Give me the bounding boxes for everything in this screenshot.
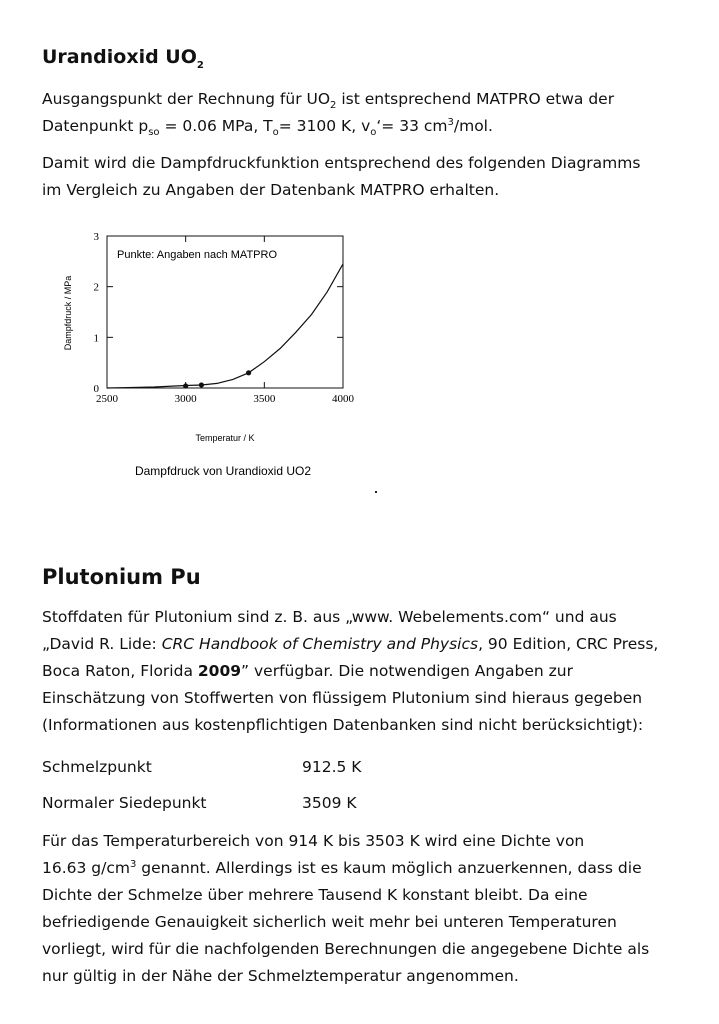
paragraph-line: Stoffdaten für Plutonium sind z. B. aus „www. Webelements.com“ und aus bbox=[42, 608, 617, 626]
y-tick-label: 3 bbox=[93, 231, 99, 243]
paragraph-diagram-intro bbox=[42, 150, 640, 204]
section-title-uranium-dioxide: Urandioxid $UO_2$ bbox=[42, 46, 204, 71]
paragraph-starting-point bbox=[42, 86, 614, 140]
property-label: Schmelzpunkt bbox=[42, 758, 152, 776]
y-tick-label: 2 bbox=[93, 281, 99, 294]
paragraph-density bbox=[42, 828, 649, 990]
vapor-pressure-chart bbox=[55, 225, 375, 485]
paragraph-line: Für das Temperaturbereich von 914 K bis 3503 K wird eine Dichte von bbox=[42, 832, 585, 850]
x-tick-labels bbox=[96, 393, 355, 405]
property-value: 912.5 K bbox=[302, 758, 362, 776]
paragraph-line: Einschätzung von Stoffwerten von flüssigem Plutonium sind hieraus gegeben bbox=[42, 689, 643, 707]
x-tick-label: 2500 bbox=[96, 393, 118, 405]
property-value: 3509 K bbox=[302, 794, 357, 812]
y-tick-labels bbox=[94, 231, 100, 395]
paragraph-line: Boca Raton, Florida 2009” verfügbar. Die notwendigen Angaben zur bbox=[42, 662, 573, 680]
x-tick-label: 3500 bbox=[253, 393, 276, 405]
chart-caption: Dampfdruck von Urandioxid UO2 bbox=[134, 464, 312, 478]
property-label: Normaler Siedepunkt bbox=[42, 794, 207, 812]
paragraph-line: „David R. Lide: CRC Handbook of Chemistry and Physics, 90 Edition, CRC Press, bbox=[42, 635, 659, 653]
paragraph-line: befriedigende Genauigkeit sicherlich weit mehr bei unteren Temperaturen bbox=[42, 913, 617, 931]
paragraph-plutonium-sources bbox=[42, 604, 658, 739]
vapor-pressure-curve bbox=[107, 264, 343, 388]
x-tick-label: 3000 bbox=[174, 393, 197, 405]
property-row-melting-point bbox=[42, 754, 361, 781]
y-tick-label: 1 bbox=[93, 332, 99, 345]
paragraph-line: Damit wird die Dampfdruckfunktion entsprechend des folgenden Diagramms bbox=[42, 154, 641, 172]
property-row-boiling-point bbox=[42, 790, 357, 817]
paragraph-line: Ausgangspunkt der Rechnung für $UO_2$ ist entsprechend MATPRO etwa der bbox=[42, 90, 615, 112]
paragraph-line: Datenpunkt $p_{so} = 0.06$ MPa, $T_o= 3100$ K, $v_o‘= 33$ $cm^3$/mol. bbox=[42, 116, 493, 139]
x-tick-label: 4000 bbox=[332, 393, 354, 405]
legend-text: Punkte: Angaben nach MATPRO bbox=[117, 249, 277, 261]
paragraph-line: im Vergleich zu Angaben der Datenbank MATPRO erhalten. bbox=[42, 181, 500, 199]
paragraph-line: Dichte der Schmelze über mehrere Tausend K konstant bleibt. Da eine bbox=[42, 886, 588, 904]
stray-dot bbox=[375, 491, 377, 493]
paragraph-line: nur gültig in der Nähe der Schmelztemperatur angenommen. bbox=[42, 967, 519, 985]
data-point bbox=[246, 370, 251, 375]
data-point bbox=[183, 383, 188, 388]
x-axis-label: Temperatur / K bbox=[195, 433, 255, 443]
paragraph-line: (Informationen aus kostenpflichtigen Datenbanken sind nicht berücksichtigt): bbox=[42, 716, 644, 734]
data-point bbox=[199, 382, 204, 387]
section-title-plutonium: Plutonium Pu bbox=[42, 565, 201, 589]
y-axis-label: Dampfdruck / MPa bbox=[63, 275, 73, 351]
paragraph-line: vorliegt, wird für die nachfolgenden Berechnungen die angegebene Dichte als bbox=[42, 940, 650, 958]
paragraph-line: 16.63 $g/cm^3$ genannt. Allerdings ist es kaum möglich anzuerkennen, dass die bbox=[42, 858, 642, 877]
y-tick-label: 0 bbox=[93, 383, 99, 395]
